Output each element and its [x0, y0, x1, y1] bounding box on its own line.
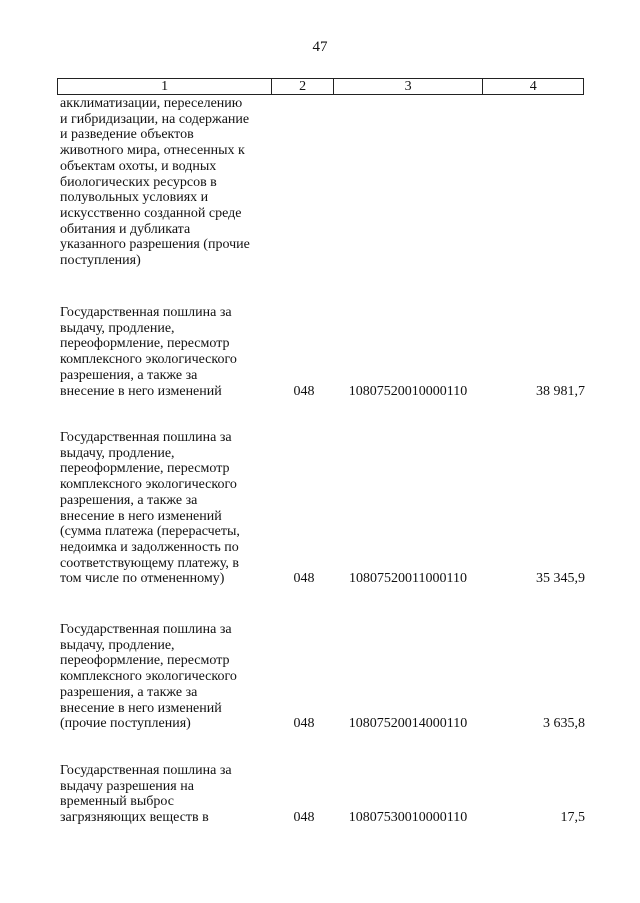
table-row [60, 430, 585, 587]
row-description [60, 305, 266, 399]
row-code: 048 [293, 810, 315, 826]
desc-line: акклиматизации, переселению [60, 96, 243, 111]
row-description [60, 96, 266, 269]
desc-line: (прочие поступления) [60, 716, 191, 732]
page-number: 47 [312, 39, 328, 55]
desc-line: указанного разрешения (прочие [60, 237, 250, 253]
desc-line: переоформление, пересмотр [60, 336, 230, 352]
desc-line: разрешения, а также за [60, 367, 198, 383]
header-col-2: 2 [272, 79, 334, 94]
header-col-4: 4 [529, 79, 537, 94]
row-description [60, 622, 266, 732]
desc-line: выдачу разрешения на [60, 778, 194, 794]
desc-line: комплексного экологического [60, 669, 237, 685]
row-description [60, 763, 266, 826]
desc-line: недоимка и задолженность по [60, 539, 239, 555]
row-description [60, 430, 266, 587]
row-amount: 3 635,8 [543, 716, 585, 732]
table-row [60, 96, 585, 269]
desc-line: выдачу, продление, [60, 445, 175, 461]
desc-line: и разведение объектов [60, 127, 194, 143]
desc-line: животного мира, отнесенных к [60, 143, 245, 159]
table-header-row [57, 78, 584, 95]
desc-line: искусственно созданной среде [60, 205, 242, 221]
row-kbk: 10807520014000110 [348, 716, 468, 732]
desc-line: соответствующему платежу, в [60, 555, 239, 571]
row-amount: 17,5 [560, 810, 585, 826]
desc-line: внесение в него изменений [60, 700, 222, 716]
row-amount: 35 345,9 [536, 571, 585, 587]
desc-line: объектам охоты, и водных [60, 158, 217, 174]
row-code: 048 [293, 571, 315, 587]
desc-line: комплексного экологического [60, 352, 237, 368]
desc-line: выдачу, продление, [60, 320, 175, 336]
desc-line: выдачу, продление, [60, 637, 175, 653]
desc-line: том числе по отмененному) [60, 571, 225, 587]
desc-line: (сумма платежа (перерасчеты, [60, 524, 240, 540]
row-kbk: 10807530010000110 [348, 810, 468, 826]
desc-line: и гибридизации, на содержание [60, 111, 250, 127]
desc-line: Государственная пошлина за [60, 430, 232, 445]
desc-line: комплексного экологического [60, 477, 237, 493]
row-kbk: 10807520011000110 [349, 571, 467, 587]
desc-line: внесение в него изменений [60, 383, 222, 399]
table-row [60, 763, 585, 826]
desc-line: полувольных условиях и [60, 190, 209, 206]
desc-line: биологических ресурсов в [60, 174, 217, 190]
desc-line: разрешения, а также за [60, 684, 198, 700]
desc-line: переоформление, пересмотр [60, 653, 230, 669]
desc-line: Государственная пошлина за [60, 622, 232, 637]
header-col-3: 3 [334, 79, 483, 94]
row-amount: 38 981,7 [536, 383, 585, 399]
desc-line: обитания и дубликата [60, 221, 191, 237]
desc-line: внесение в него изменений [60, 508, 222, 524]
desc-line: переоформление, пересмотр [60, 461, 230, 477]
desc-line: Государственная пошлина за [60, 305, 232, 320]
desc-line: временный выброс [60, 794, 174, 810]
desc-line: поступления) [60, 253, 141, 269]
table-row [60, 305, 585, 399]
row-kbk: 10807520010000110 [348, 383, 468, 399]
table-row [60, 622, 585, 732]
row-code: 048 [293, 383, 315, 399]
desc-line: разрешения, а также за [60, 492, 198, 508]
header-col-1: 1 [58, 79, 272, 94]
desc-line: загрязняющих веществ в [60, 810, 209, 826]
desc-line: Государственная пошлина за [60, 763, 232, 778]
row-code: 048 [293, 716, 315, 732]
